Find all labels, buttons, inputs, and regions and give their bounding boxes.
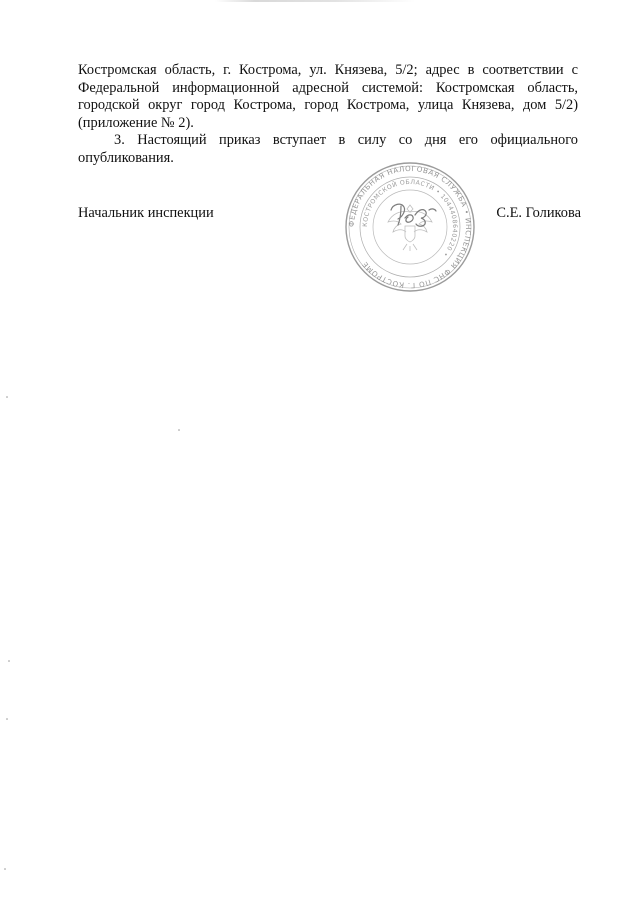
- scan-speck: [6, 718, 8, 720]
- svg-text:ФЕДЕРАЛЬНАЯ НАЛОГОВАЯ СЛУЖБА •: ФЕДЕРАЛЬНАЯ НАЛОГОВАЯ СЛУЖБА • ИНСПЕКЦИЯ ФНС ПО Г. КОСТРОМЕ: [346, 163, 474, 291]
- document-body: [78, 62, 578, 168]
- signatory-position: Начальник инспекции: [78, 205, 214, 221]
- scan-speck: [178, 429, 180, 431]
- signature-block: [78, 205, 581, 225]
- official-seal-stamp: [343, 160, 477, 294]
- svg-text:КОСТРОМСКОЙ ОБЛАСТИ • 10444086: КОСТРОМСКОЙ ОБЛАСТИ • 1044408640220 •: [361, 178, 459, 259]
- address-paragraph: Костромская область, г. Кострома, ул. Князева, 5/2; адрес в соответствии с Федеральной информационной адресной системой: Костромская область, городской округ город Кострома, город Кострома, улица Князева, дом 5/2) (приложение № 2).: [78, 62, 578, 131]
- handwritten-signature-icon: [391, 204, 436, 226]
- scan-speck: [4, 868, 6, 870]
- scan-speck: [6, 396, 8, 398]
- signatory-name: С.Е. Голикова: [496, 205, 581, 221]
- scan-speck: [8, 660, 10, 662]
- clause-3-paragraph: 3. Настоящий приказ вступает в силу со дня его официального опубликования.: [78, 132, 578, 166]
- scan-artifact: [215, 0, 415, 2]
